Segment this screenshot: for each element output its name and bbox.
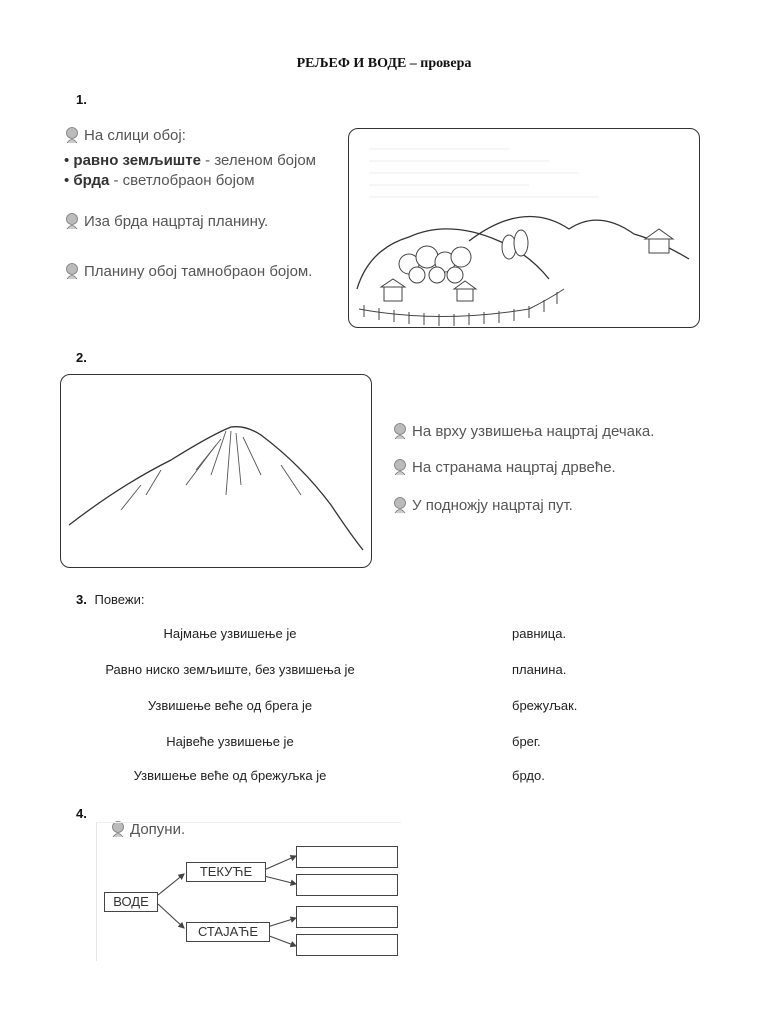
task-2-instruction-3-text: У подножју нацртај пут. — [412, 496, 573, 514]
task-3-label: Повежи: — [94, 592, 145, 607]
match-right-item: планина. — [512, 662, 567, 677]
match-right-item: брежуљак. — [512, 698, 578, 713]
answer-box[interactable] — [296, 934, 398, 956]
task-1-instruction-2-text: Иза брда нацртај планину. — [84, 212, 269, 230]
bullet-flat-land: • равно земљиште - зеленом бојом — [64, 152, 316, 169]
task-2-instruction-1 — [392, 422, 654, 440]
task-2-number: 2. — [76, 350, 87, 365]
bullet-hills: • брда - светлобраон бојом — [64, 172, 255, 189]
standing-water-box: СТАЈАЋЕ — [186, 922, 270, 942]
task-1-instruction — [64, 126, 186, 144]
child-head-icon — [64, 262, 80, 280]
bullet-flat-land-bold: равно земљиште — [73, 152, 201, 169]
task-2-instruction-3 — [392, 496, 573, 514]
task-1-number: 1. — [76, 92, 87, 107]
child-head-icon — [392, 496, 408, 514]
bullet-hills-rest: - светлобраон бојом — [109, 172, 255, 189]
task-3-heading — [76, 592, 144, 607]
answer-box[interactable] — [296, 846, 398, 868]
match-right-item: равница. — [512, 626, 567, 641]
task-1-instruction-text: На слици обој: — [84, 126, 186, 144]
water-root-box: ВОДЕ — [104, 892, 158, 912]
flowing-water-box: ТЕКУЋЕ — [186, 862, 266, 882]
mountain-picture-frame — [60, 374, 372, 568]
hills-landscape-illustration — [349, 129, 700, 328]
child-head-icon — [392, 422, 408, 440]
task-4-number: 4. — [76, 806, 87, 821]
task-1-instruction-3 — [64, 262, 312, 280]
task-1-instruction-2 — [64, 212, 268, 230]
task-1-instruction-3-text: Планину обој тамнобраон бојом. — [84, 262, 313, 280]
answer-box[interactable] — [296, 906, 398, 928]
child-head-icon — [64, 126, 80, 144]
task-2-instruction-2-text: На странама нацртај дрвеће. — [412, 458, 616, 476]
match-left-item: Узвишење веће од брега је — [147, 698, 313, 713]
page-title: РЕЉЕФ И ВОДЕ – провера — [296, 56, 472, 71]
match-left-item: Најмање узвишење је — [163, 626, 297, 641]
match-right-item: брег. — [512, 734, 541, 749]
match-left-item: Највеће узвишење је — [166, 734, 294, 749]
answer-box[interactable] — [296, 874, 398, 896]
bullet-flat-land-rest: - зеленом бојом — [200, 152, 316, 169]
bullet-hills-bold: брда — [73, 172, 110, 189]
child-head-icon — [392, 458, 408, 476]
match-right-item: брдо. — [512, 768, 545, 783]
mountain-illustration — [61, 375, 372, 568]
task-3-number: 3. — [76, 592, 87, 607]
match-left-item: Равно ниско земљиште, без узвишења је — [105, 662, 355, 677]
task-4-instruction-text: Допуни. — [130, 820, 186, 838]
task-2-instruction-2 — [392, 458, 616, 476]
child-head-icon — [64, 212, 80, 230]
task-2-instruction-1-text: На врху узвишења нацртај дечака. — [412, 422, 655, 440]
hills-picture-frame — [348, 128, 700, 328]
match-left-item: Узвишење веће од брежуљка је — [133, 768, 327, 783]
